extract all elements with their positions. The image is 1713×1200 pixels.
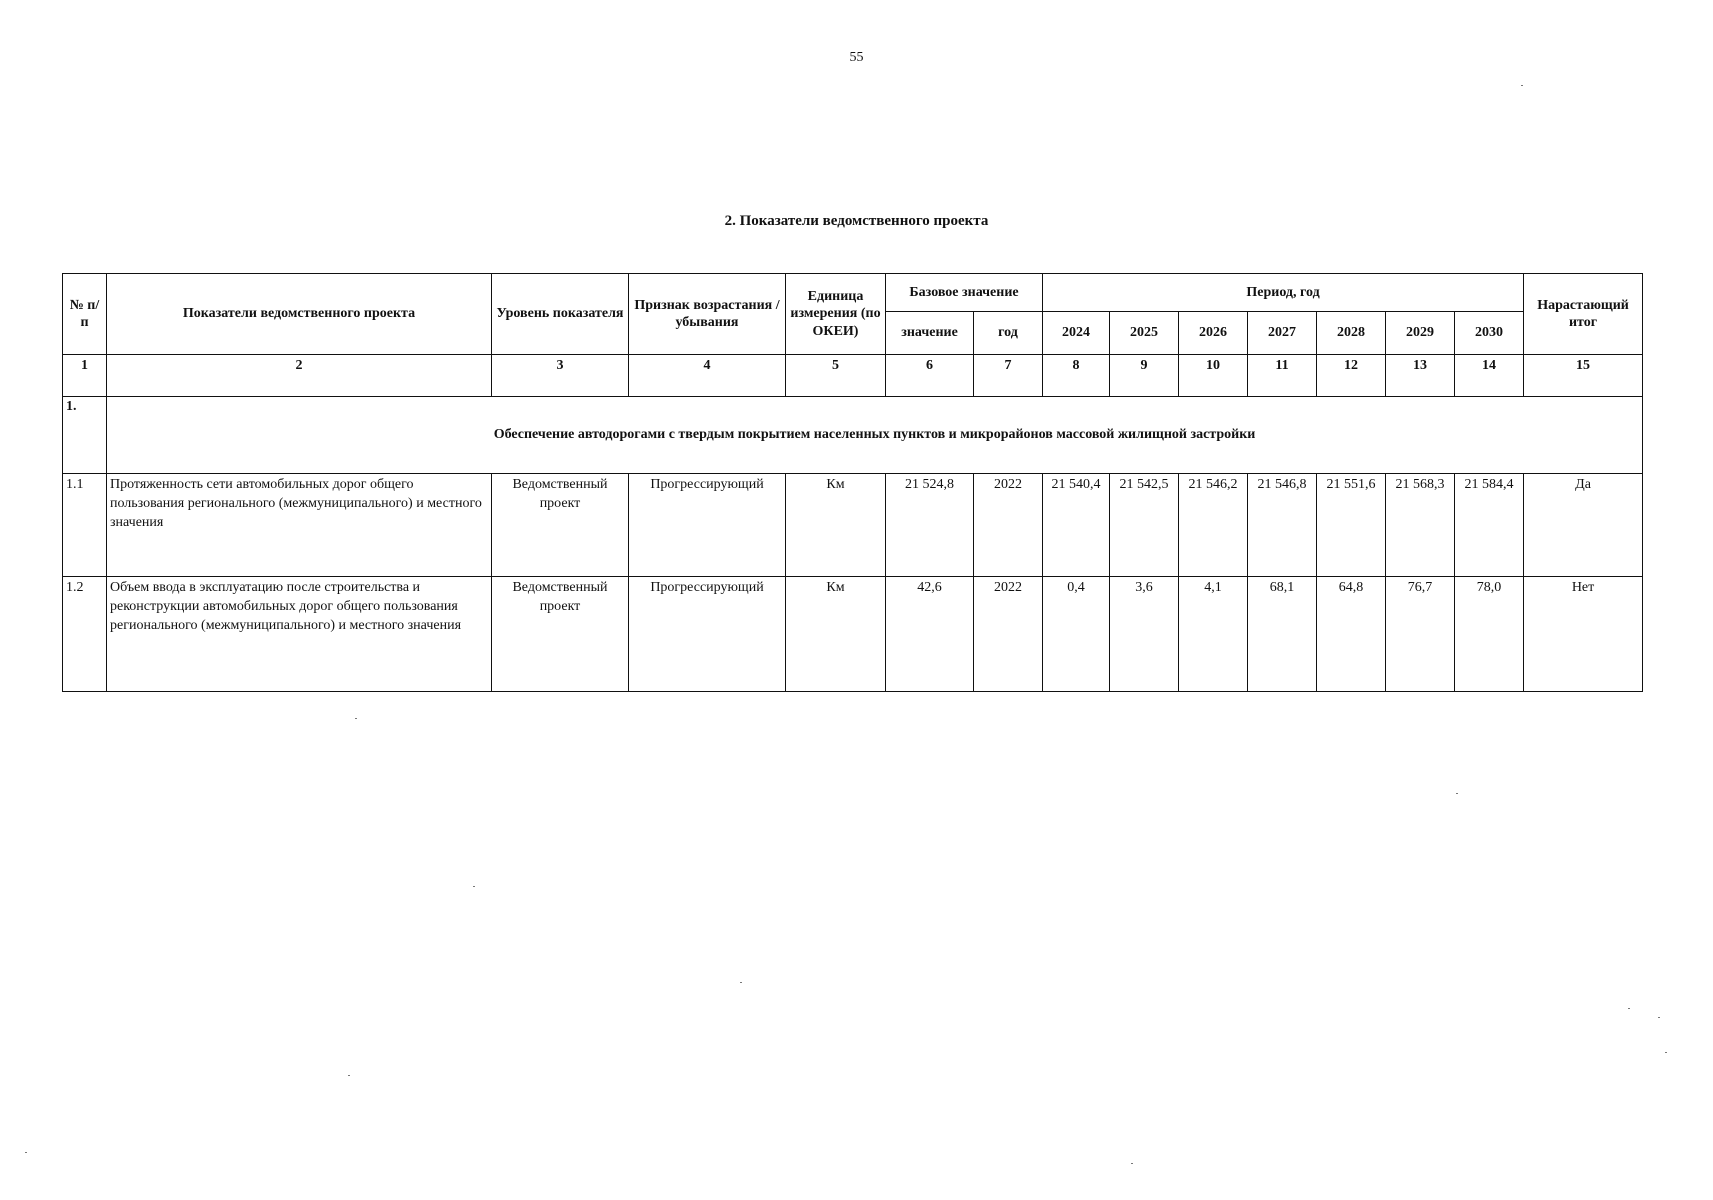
column-number: 4 (629, 355, 786, 397)
scan-speck (740, 982, 742, 983)
row-year-value: 21 551,6 (1317, 474, 1386, 577)
row-base-year: 2022 (974, 577, 1043, 692)
header-trend: Признак возрастания / убывания (629, 274, 786, 355)
scan-speck (1628, 1008, 1630, 1009)
scan-speck (473, 886, 475, 887)
column-number: 15 (1524, 355, 1643, 397)
column-number: 10 (1179, 355, 1248, 397)
row-year-value: 21 584,4 (1455, 474, 1524, 577)
row-base-value: 21 524,8 (886, 474, 974, 577)
row-number: 1.2 (63, 577, 107, 692)
row-year-value: 0,4 (1043, 577, 1110, 692)
row-base-value: 42,6 (886, 577, 974, 692)
column-number: 8 (1043, 355, 1110, 397)
row-trend: Прогрессирующий (629, 474, 786, 577)
header-year: 2030 (1455, 312, 1524, 355)
row-year-value: 21 542,5 (1110, 474, 1179, 577)
column-number: 7 (974, 355, 1043, 397)
header-period-group: Период, год (1043, 274, 1524, 312)
section-heading: Обеспечение автодорогами с твердым покрытием населенных пунктов и микрорайонов массовой жилищной застройки (107, 397, 1643, 474)
row-unit: Км (786, 577, 886, 692)
column-number: 12 (1317, 355, 1386, 397)
header-year: 2029 (1386, 312, 1455, 355)
scan-speck (1131, 1163, 1133, 1164)
scan-speck (1658, 1017, 1660, 1018)
scan-speck (1665, 1052, 1667, 1053)
header-base-value: значение (886, 312, 974, 355)
header-year: 2026 (1179, 312, 1248, 355)
scan-speck (1521, 85, 1523, 86)
scan-speck (1456, 793, 1458, 794)
section-row (63, 397, 1643, 474)
column-number: 13 (1386, 355, 1455, 397)
column-number: 2 (107, 355, 492, 397)
column-number: 3 (492, 355, 629, 397)
scan-speck (348, 1075, 350, 1076)
header-row-top (63, 274, 1643, 312)
header-base-year: год (974, 312, 1043, 355)
column-number: 9 (1110, 355, 1179, 397)
header-level: Уровень показателя (492, 274, 629, 355)
header-indicator: Показатели ведомственного проекта (107, 274, 492, 355)
indicators-table (62, 273, 1643, 692)
row-cumulative: Да (1524, 474, 1643, 577)
row-year-value: 21 568,3 (1386, 474, 1455, 577)
table-row (63, 474, 1643, 577)
table-row (63, 577, 1643, 692)
row-indicator: Протяженность сети автомобильных дорог общего пользования регионального (межмуниципального) и местного значения (107, 474, 492, 577)
header-unit: Единица измерения (по ОКЕИ) (786, 274, 886, 355)
scan-speck (355, 718, 357, 719)
header-year: 2028 (1317, 312, 1386, 355)
section-title: 2. Показатели ведомственного проекта (724, 213, 989, 229)
row-level: Ведомственный проект (492, 577, 629, 692)
row-year-value: 64,8 (1317, 577, 1386, 692)
header-num: № п/п (63, 274, 107, 355)
header-year: 2025 (1110, 312, 1179, 355)
header-year: 2024 (1043, 312, 1110, 355)
row-year-value: 21 546,8 (1248, 474, 1317, 577)
row-trend: Прогрессирующий (629, 577, 786, 692)
page-number: 55 (849, 50, 864, 65)
column-number: 6 (886, 355, 974, 397)
row-level: Ведомственный проект (492, 474, 629, 577)
column-number: 5 (786, 355, 886, 397)
row-year-value: 68,1 (1248, 577, 1317, 692)
row-year-value: 78,0 (1455, 577, 1524, 692)
row-year-value: 76,7 (1386, 577, 1455, 692)
row-year-value: 21 546,2 (1179, 474, 1248, 577)
column-number-row (63, 355, 1643, 397)
header-cumulative: Нарастающий итог (1524, 274, 1643, 355)
column-number: 11 (1248, 355, 1317, 397)
row-year-value: 3,6 (1110, 577, 1179, 692)
section-number: 1. (63, 397, 107, 474)
row-indicator: Объем ввода в эксплуатацию после строительства и реконструкции автомобильных дорог общего пользования регионального (межмуниципального) и местного значения (107, 577, 492, 692)
row-number: 1.1 (63, 474, 107, 577)
row-cumulative: Нет (1524, 577, 1643, 692)
scan-speck (25, 1152, 27, 1153)
column-number: 14 (1455, 355, 1524, 397)
header-year: 2027 (1248, 312, 1317, 355)
row-base-year: 2022 (974, 474, 1043, 577)
column-number: 1 (63, 355, 107, 397)
row-year-value: 21 540,4 (1043, 474, 1110, 577)
header-base-group: Базовое значение (886, 274, 1043, 312)
row-unit: Км (786, 474, 886, 577)
row-year-value: 4,1 (1179, 577, 1248, 692)
